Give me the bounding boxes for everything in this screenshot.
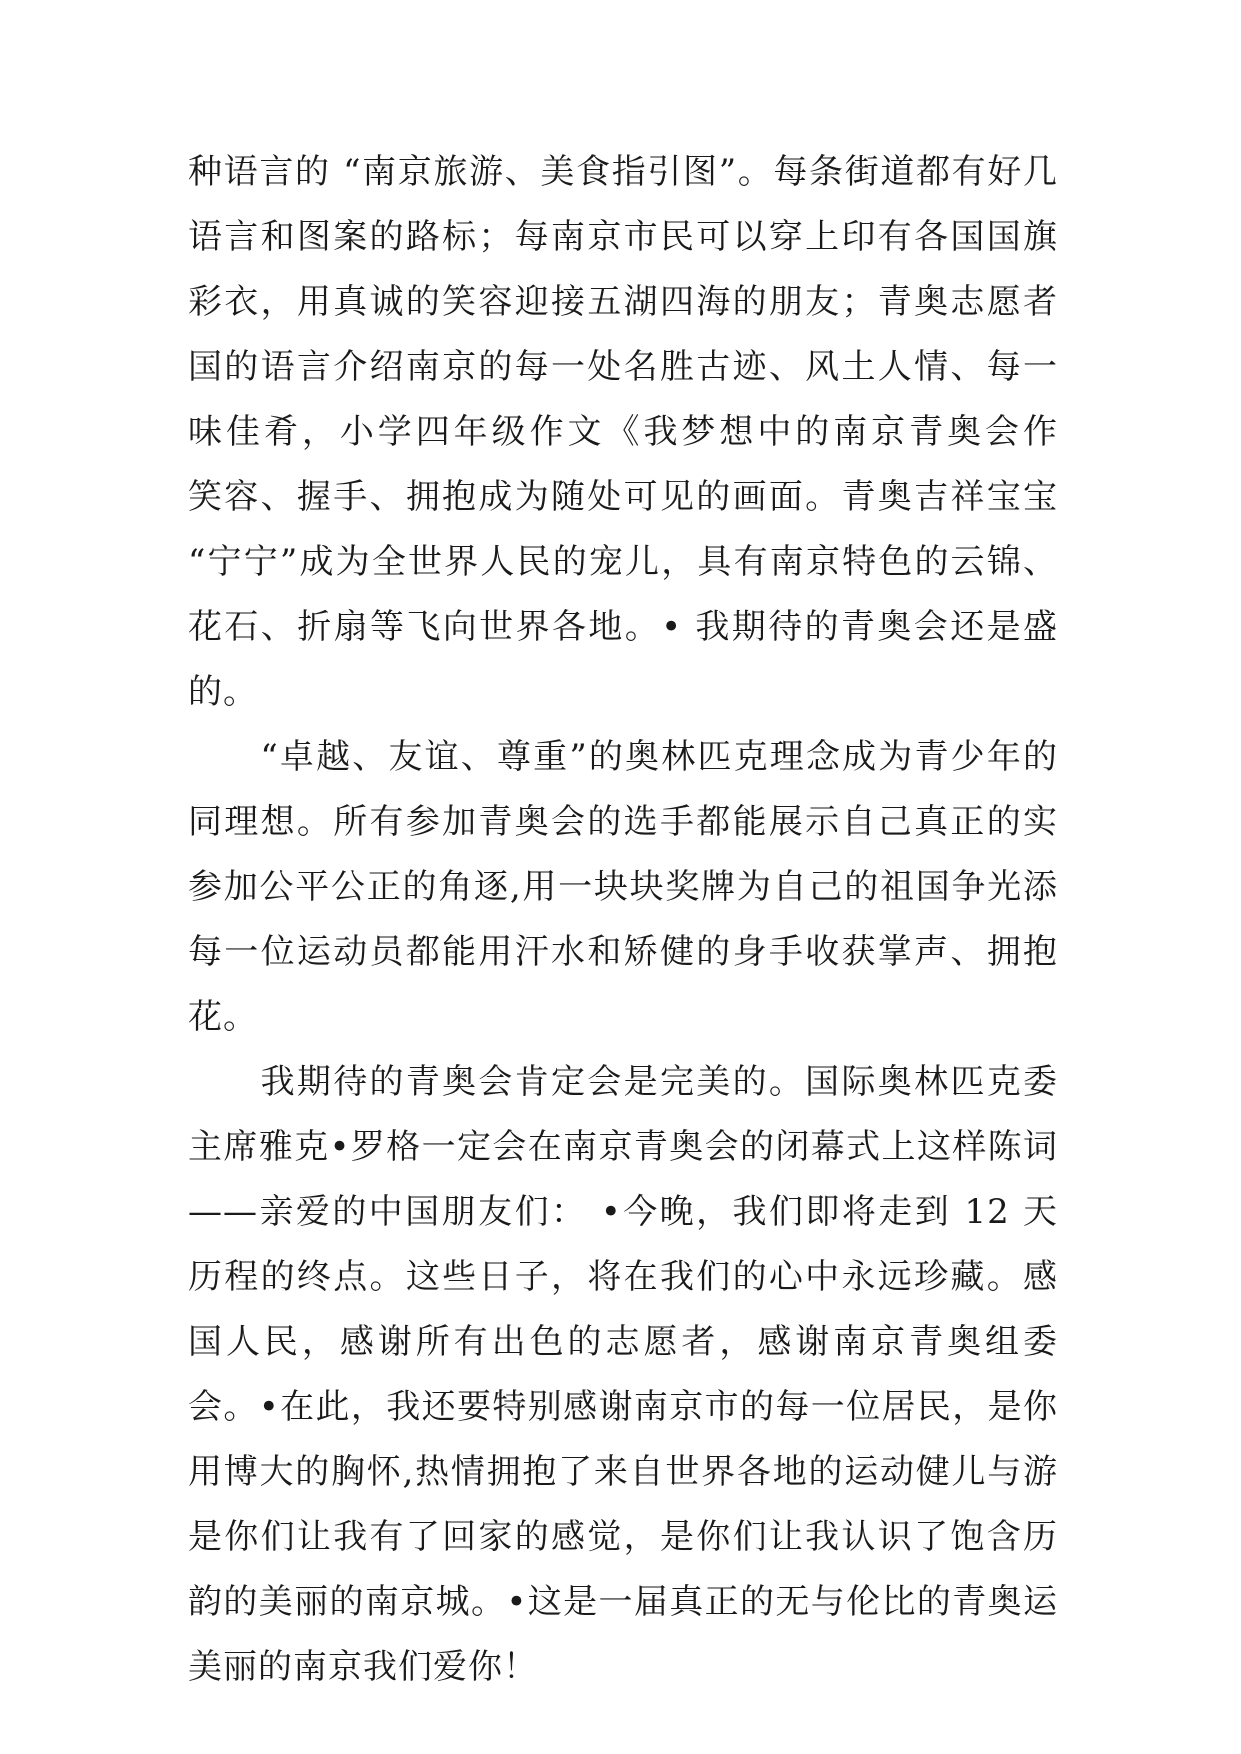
text-line: 花石、折扇等飞向世界各地。• 我期待的青奥会还是盛 [188, 607, 1058, 647]
text-line: 每一位运动员都能用汗水和矫健的身手收获掌声、拥抱 [188, 932, 1058, 972]
text-line: 是你们让我有了回家的感觉，是你们让我认识了饱含历 [188, 1517, 1058, 1557]
text-line: 美丽的南京我们爱你！ [188, 1647, 538, 1687]
paragraph [188, 140, 1058, 725]
text-line: 的。 [188, 672, 258, 712]
text-line: 用博大的胸怀,热情拥抱了来自世界各地的运动健儿与游 [188, 1452, 1058, 1492]
text-line: 主席雅克•罗格一定会在南京青奥会的闭幕式上这样陈词 [188, 1127, 1058, 1167]
text-line: 韵的美丽的南京城。•这是一届真正的无与伦比的青奥运 [188, 1582, 1058, 1622]
text-line: 参加公平公正的角逐,用一块块奖牌为自己的祖国争光添 [188, 867, 1058, 907]
text-line: 同理想。所有参加青奥会的选手都能展示自己真正的实 [188, 802, 1058, 842]
text-line: 花。 [188, 997, 258, 1037]
text-line: 种语言的 “南京旅游、美食指引图”。每条街道都有好几 [188, 152, 1058, 192]
text-line: 会。•在此，我还要特别感谢南京市的每一位居民，是你 [188, 1387, 1058, 1427]
paragraph [188, 725, 1058, 1050]
text-line: 历程的终点。这些日子，将在我们的心中永远珍藏。感 [188, 1257, 1058, 1297]
text-line: “卓越、友谊、尊重”的奥林匹克理念成为青少年的 [260, 737, 1058, 777]
article-body [188, 140, 1058, 1700]
text-line: 彩衣，用真诚的笑容迎接五湖四海的朋友；青奥志愿者 [188, 282, 1058, 322]
text-line: 味佳肴，小学四年级作文《我梦想中的南京青奥会作 [188, 412, 1058, 452]
text-line: 语言和图案的路标；每南京市民可以穿上印有各国国旗 [188, 217, 1058, 257]
paragraph [188, 1050, 1058, 1700]
text-line: 国人民，感谢所有出色的志愿者，感谢南京青奥组委 [188, 1322, 1058, 1362]
text-line: 笑容、握手、拥抱成为随处可见的画面。青奥吉祥宝宝 [188, 477, 1058, 517]
text-line: ——亲爱的中国朋友们： •今晚，我们即将走到 12 天 [188, 1192, 1058, 1232]
text-line: “宁宁”成为全世界人民的宠儿，具有南京特色的云锦、 [188, 542, 1058, 582]
text-line: 国的语言介绍南京的每一处名胜古迹、风土人情、每一 [188, 347, 1058, 387]
text-line: 我期待的青奥会肯定会是完美的。国际奥林匹克委 [260, 1062, 1058, 1102]
